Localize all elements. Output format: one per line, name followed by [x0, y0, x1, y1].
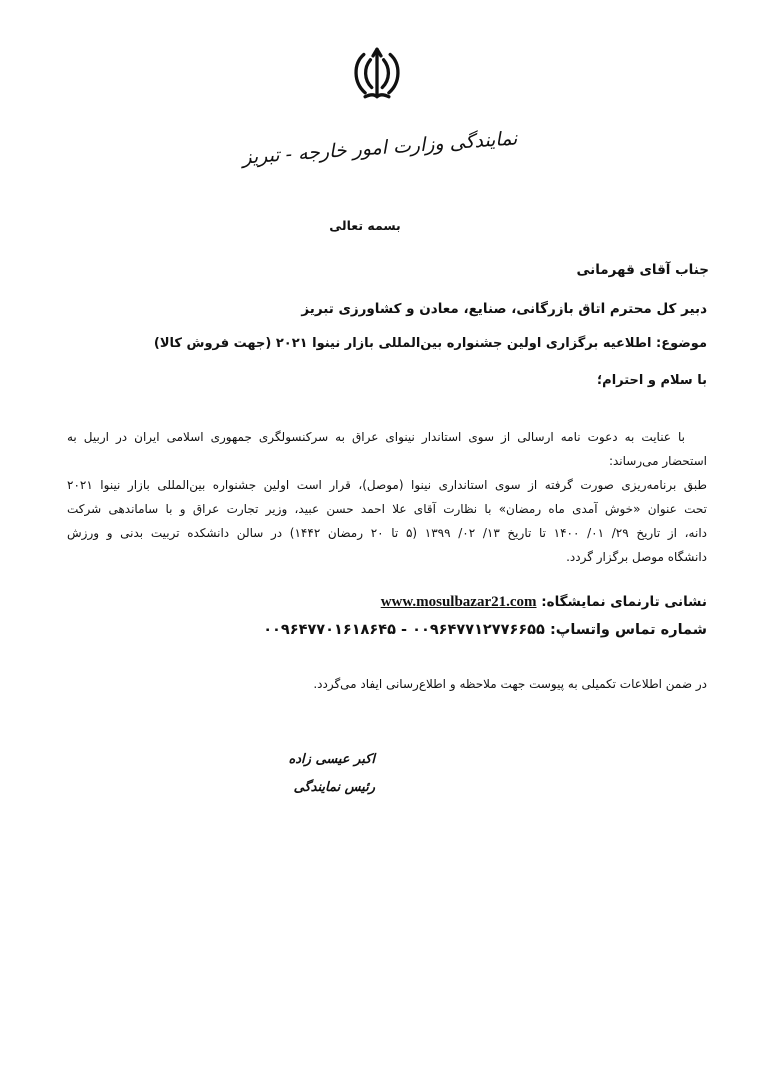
ministry-office-text: نمایندگی وزارت امور خارجه - تبریز: [241, 127, 519, 169]
letter-body: [67, 425, 707, 569]
signatory-name: اکبر عیسی زاده: [288, 752, 375, 767]
signatory-title: رئیس نمایندگی: [293, 780, 375, 795]
body-line: استحضار می‌رساند:: [608, 454, 707, 468]
ministry-office-heading: [241, 127, 519, 169]
body-line: دانه، از تاریخ ۲۹/ ۰۱/ ۱۴۰۰ تا تاریخ ۱۳/ ۰۲/ ۱۳۹۹ (۵ تا ۲۰ رمضان ۱۴۴۲) در سالن دانشکده تربیت بدنی و ورزش: [67, 526, 708, 540]
contact-label: شماره تماس واتساپ:: [549, 622, 707, 638]
contact-row: [263, 622, 707, 638]
body-line: طبق برنامه‌ریزی صورت گرفته از سوی استانداری نینوا (موصل)، قرار است اولین جشنواره بین‌المللی بازار نینوا ۲۰۲۱: [67, 478, 707, 492]
letter-subject: موضوع: اطلاعیه برگزاری اولین جشنواره بین‌المللی بازار نینوا ۲۰۲۱ (جهت فروش کالا): [153, 336, 707, 351]
iran-emblem-icon: [344, 40, 410, 106]
recipient-position: دبیر کل محترم اتاق بازرگانی، صنایع، معادن و کشاورزی تبریز: [301, 301, 707, 317]
website-link[interactable]: www.mosulbazar21.com: [380, 594, 537, 610]
website-row: [381, 594, 707, 611]
recipient-name: جناب آقای قهرمانی: [576, 262, 709, 278]
body-line: با عنایت به دعوت نامه ارسالی از سوی استاندار نینوای عراق به سرکنسولگری جمهوری اسلامی ایران در اربیل به: [67, 430, 685, 444]
invocation: بسمه تعالی: [329, 218, 401, 233]
phone-number-secondary: ۰۰۹۶۴۷۷۰۱۶۱۸۶۴۵: [263, 622, 396, 638]
body-line: دانشگاه موصل برگزار گردد.: [566, 550, 707, 564]
greeting: با سلام و احترام؛: [596, 373, 707, 388]
phone-separator: -: [401, 622, 408, 638]
phone-number-primary: ۰۰۹۶۴۷۷۱۲۷۷۶۶۵۵: [412, 622, 545, 638]
body-line: تحت عنوان «خوش آمدی ماه رمضان» با نظارت آقای علا احمد حسن عبید، وزیر تجارت عراق و با ساماندهی شرکت: [67, 502, 707, 516]
closing-note: در ضمن اطلاعات تکمیلی به پیوست جهت ملاحظه و اطلاع‌رسانی ایفاد می‌گردد.: [313, 677, 707, 691]
website-label: نشانی تارنمای نمایشگاه:: [541, 594, 707, 610]
